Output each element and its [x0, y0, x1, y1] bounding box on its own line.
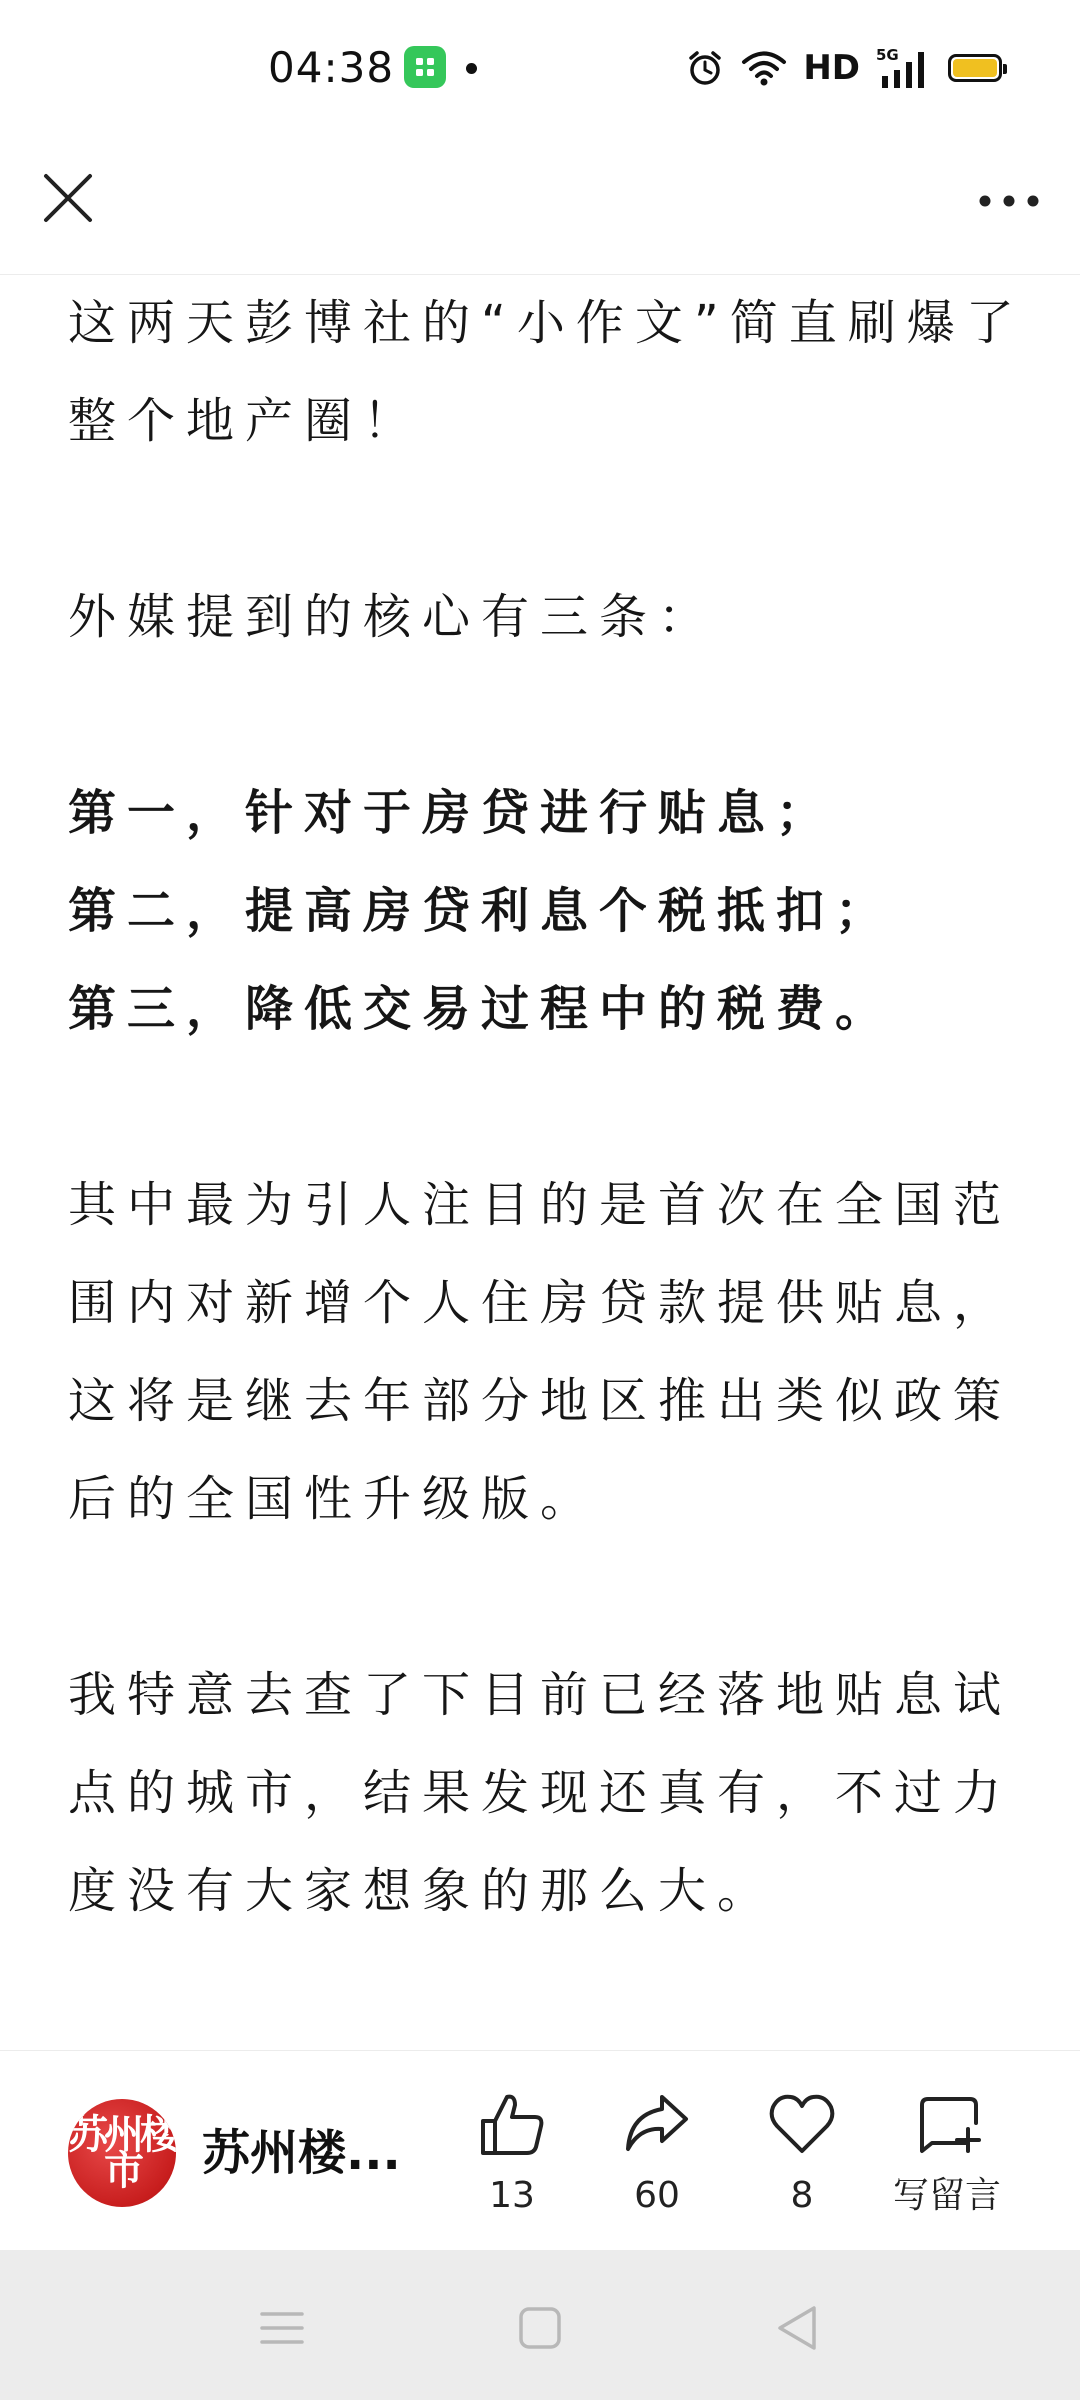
battery-icon [948, 54, 1002, 82]
hd-indicator: HD [803, 48, 860, 88]
wifi-icon [741, 49, 787, 87]
alarm-icon [685, 48, 725, 88]
heart-icon [767, 2089, 837, 2159]
avatar-logo-text: 苏州楼市 [68, 2112, 176, 2194]
article-paragraph: 其中最为引人注目的是首次在全国范围内对新增个人住房贷款提供贴息，这将是继去年部分地区推出类似政策后的全国性升级版。 [68, 1177, 1013, 1527]
notification-dot [466, 63, 477, 74]
home-button[interactable] [510, 2298, 570, 2358]
share-count: 60 [634, 2175, 680, 2216]
like-count: 13 [489, 2175, 535, 2216]
article-list-item: 第二，提高房贷利息个税抵扣； [68, 883, 895, 939]
close-button[interactable] [38, 168, 98, 228]
menu-button[interactable] [252, 2298, 312, 2358]
more-button[interactable] [974, 168, 1044, 228]
article-body [68, 274, 1028, 2050]
signal-icon [876, 46, 932, 90]
article-list-item: 第一，针对于房贷进行贴息； [68, 785, 836, 841]
share-button[interactable] [587, 2089, 727, 2239]
comment-add-icon [912, 2089, 982, 2159]
article-paragraph: 外媒提到的核心有三条： [68, 589, 718, 645]
account-name[interactable]: 苏州楼... [202, 2125, 401, 2181]
share-icon [622, 2089, 692, 2159]
menu-icon [252, 2298, 312, 2358]
favorite-button[interactable] [732, 2089, 872, 2239]
account-avatar[interactable] [68, 2099, 176, 2207]
thumbs-up-icon [477, 2089, 547, 2159]
status-icons [669, 44, 1002, 92]
svg-text:5G: 5G [876, 46, 899, 64]
like-button[interactable] [442, 2089, 582, 2239]
back-icon [768, 2298, 828, 2358]
status-bar [0, 0, 1080, 140]
system-navigation-bar [0, 2250, 1080, 2400]
close-icon [38, 168, 98, 228]
home-icon [510, 2298, 570, 2358]
top-toolbar [0, 140, 1080, 275]
article-paragraph: 我特意去查了下目前已经落地贴息试点的城市，结果发现还真有，不过力度没有大家想象的那么大。 [68, 1667, 1013, 1919]
favorite-count: 8 [790, 2175, 814, 2216]
article-paragraph: 这两天彭博社的“小作文”简直刷爆了整个地产圈！ [68, 295, 1025, 449]
bottom-action-bar [0, 2050, 1080, 2251]
status-time: 04:38 [268, 43, 395, 92]
app-notification-icon [404, 46, 446, 88]
comment-button[interactable] [877, 2089, 1017, 2239]
article-list-item: 第三，降低交易过程中的税费。 [68, 981, 895, 1037]
more-icon [974, 168, 1044, 228]
back-button[interactable] [768, 2298, 828, 2358]
comment-label: 写留言 [892, 2175, 1001, 2216]
